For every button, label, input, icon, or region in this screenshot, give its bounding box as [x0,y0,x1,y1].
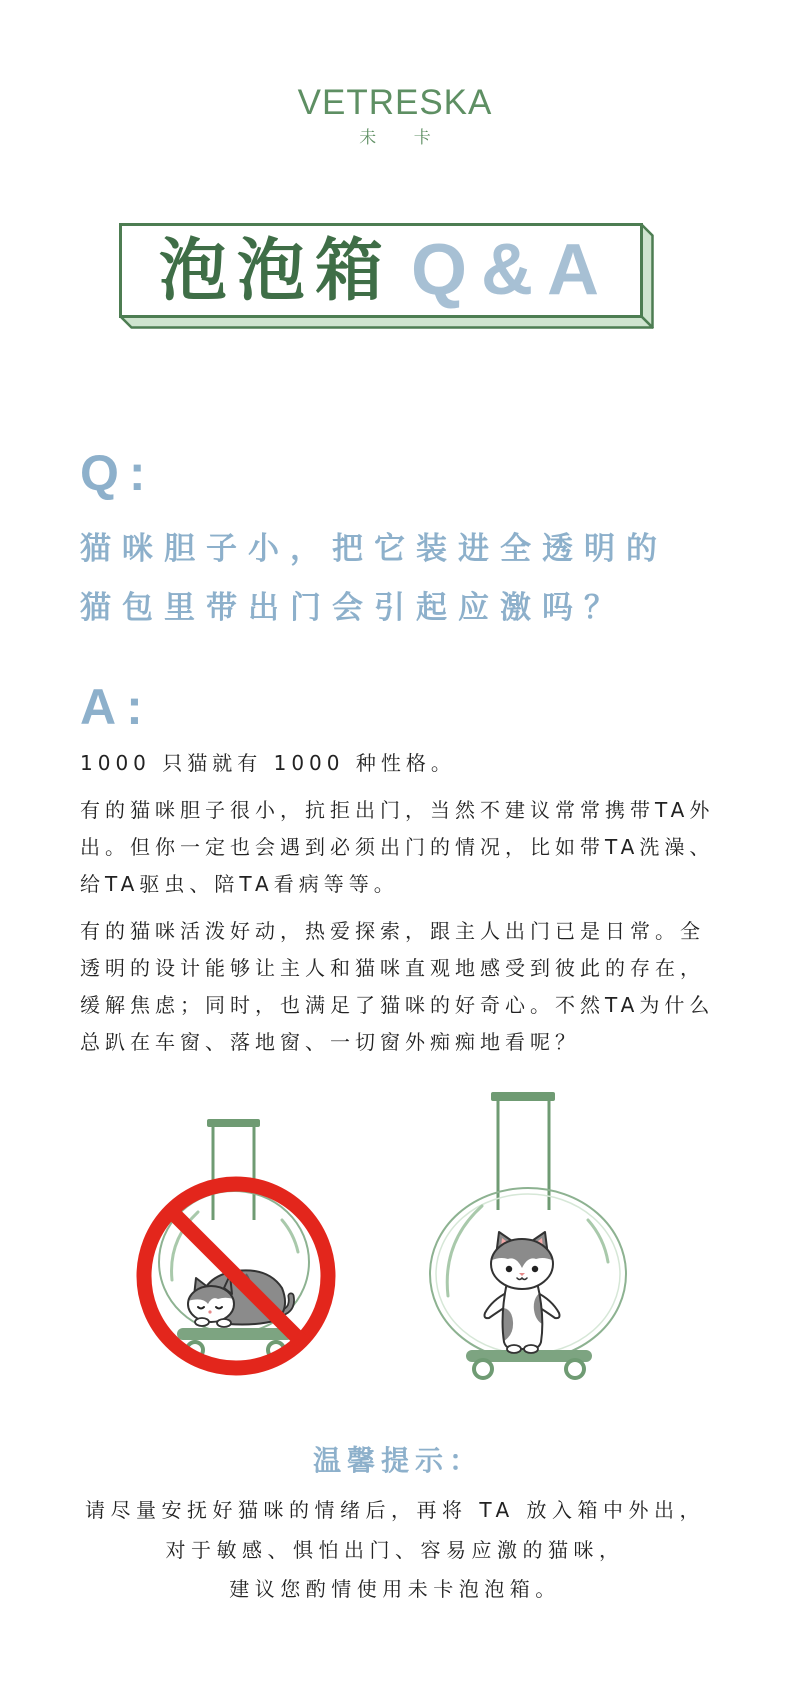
left-carrier-handle-bar [207,1119,260,1127]
brand-name: VETRESKA [297,83,493,122]
question-line: 猫咪胆子小，把它装进全透明的 [80,531,668,567]
answer-line: 有的猫咪活泼好动，热爱探索，跟主人出门已是日常。全 [80,919,705,943]
crouching-cat-nose [208,1310,211,1313]
question-line: 猫包里带出门会引起应激吗？ [80,590,626,626]
carrier-illustrations [0,1070,790,1400]
answer-line: 透明的设计能够让主人和猫咪直观地感受到彼此的存在， [80,956,705,980]
answer-paragraph-2 [80,792,714,903]
question-text [80,520,668,638]
tip-line: 建议您酌情使用未卡泡泡箱。 [229,1577,561,1601]
standing-cat [485,1232,560,1353]
right-carrier-wheel-back [566,1360,584,1378]
answer-paragraph-1 [80,745,714,782]
crouching-cat-paw-right [217,1319,231,1327]
right-carrier [430,1092,626,1378]
tip-line: 对于敏感、惧怕出门、容易应激的猫咪， [165,1537,625,1562]
left-carrier-base [177,1328,293,1340]
answer-line: 给TA驱虫、陪TA看病等等。 [80,872,399,896]
title-accent-text: Q&A [411,230,614,310]
tip-heading: 温馨提示： [312,1444,483,1477]
answer-line: 缓解焦虑；同时，也满足了猫咪的好奇心。不然TA为什么 [80,993,715,1017]
standing-cat-foot-right [524,1345,538,1353]
answer-line: 出。但你一定也会遇到必须出门的情况，比如带TA洗澡、 [80,835,715,859]
title-box-extrusion-bottom [121,317,653,328]
answer-line: 有的猫咪胆子很小，抗拒出门，当然不建议常常携带TA外 [80,798,715,822]
question-label: Q: [80,445,156,501]
standing-cat-foot-left [507,1345,521,1353]
answer-paragraph-3 [80,913,714,1061]
title-box-extrusion-right [642,225,653,328]
right-carrier-bubble-highlight-2 [588,1220,608,1262]
left-carrier-bubble-highlight-2 [282,1220,298,1252]
page-title [159,229,613,311]
crouching-cat-paw-left [195,1318,209,1326]
right-carrier-wheel-front [474,1360,492,1378]
answer-line: 1000 只猫就有 1000 种性格。 [80,751,456,775]
tip-text [0,1491,790,1610]
answer-label: A: [80,679,153,735]
answer-line: 总趴在车窗、落地窗、一切窗外痴痴地看呢？ [80,1030,580,1054]
standing-cat-eye-left [506,1266,512,1272]
brand-subtitle: 未 卡 [359,128,447,148]
tip-line: 请尽量安抚好猫咪的情绪后，再将 TA 放入箱中外出， [84,1498,706,1522]
standing-cat-eye-right [532,1266,538,1272]
answer-text [80,745,714,1061]
right-carrier-handle-bar [491,1092,555,1101]
title-main-text: 泡泡箱 [159,232,394,311]
